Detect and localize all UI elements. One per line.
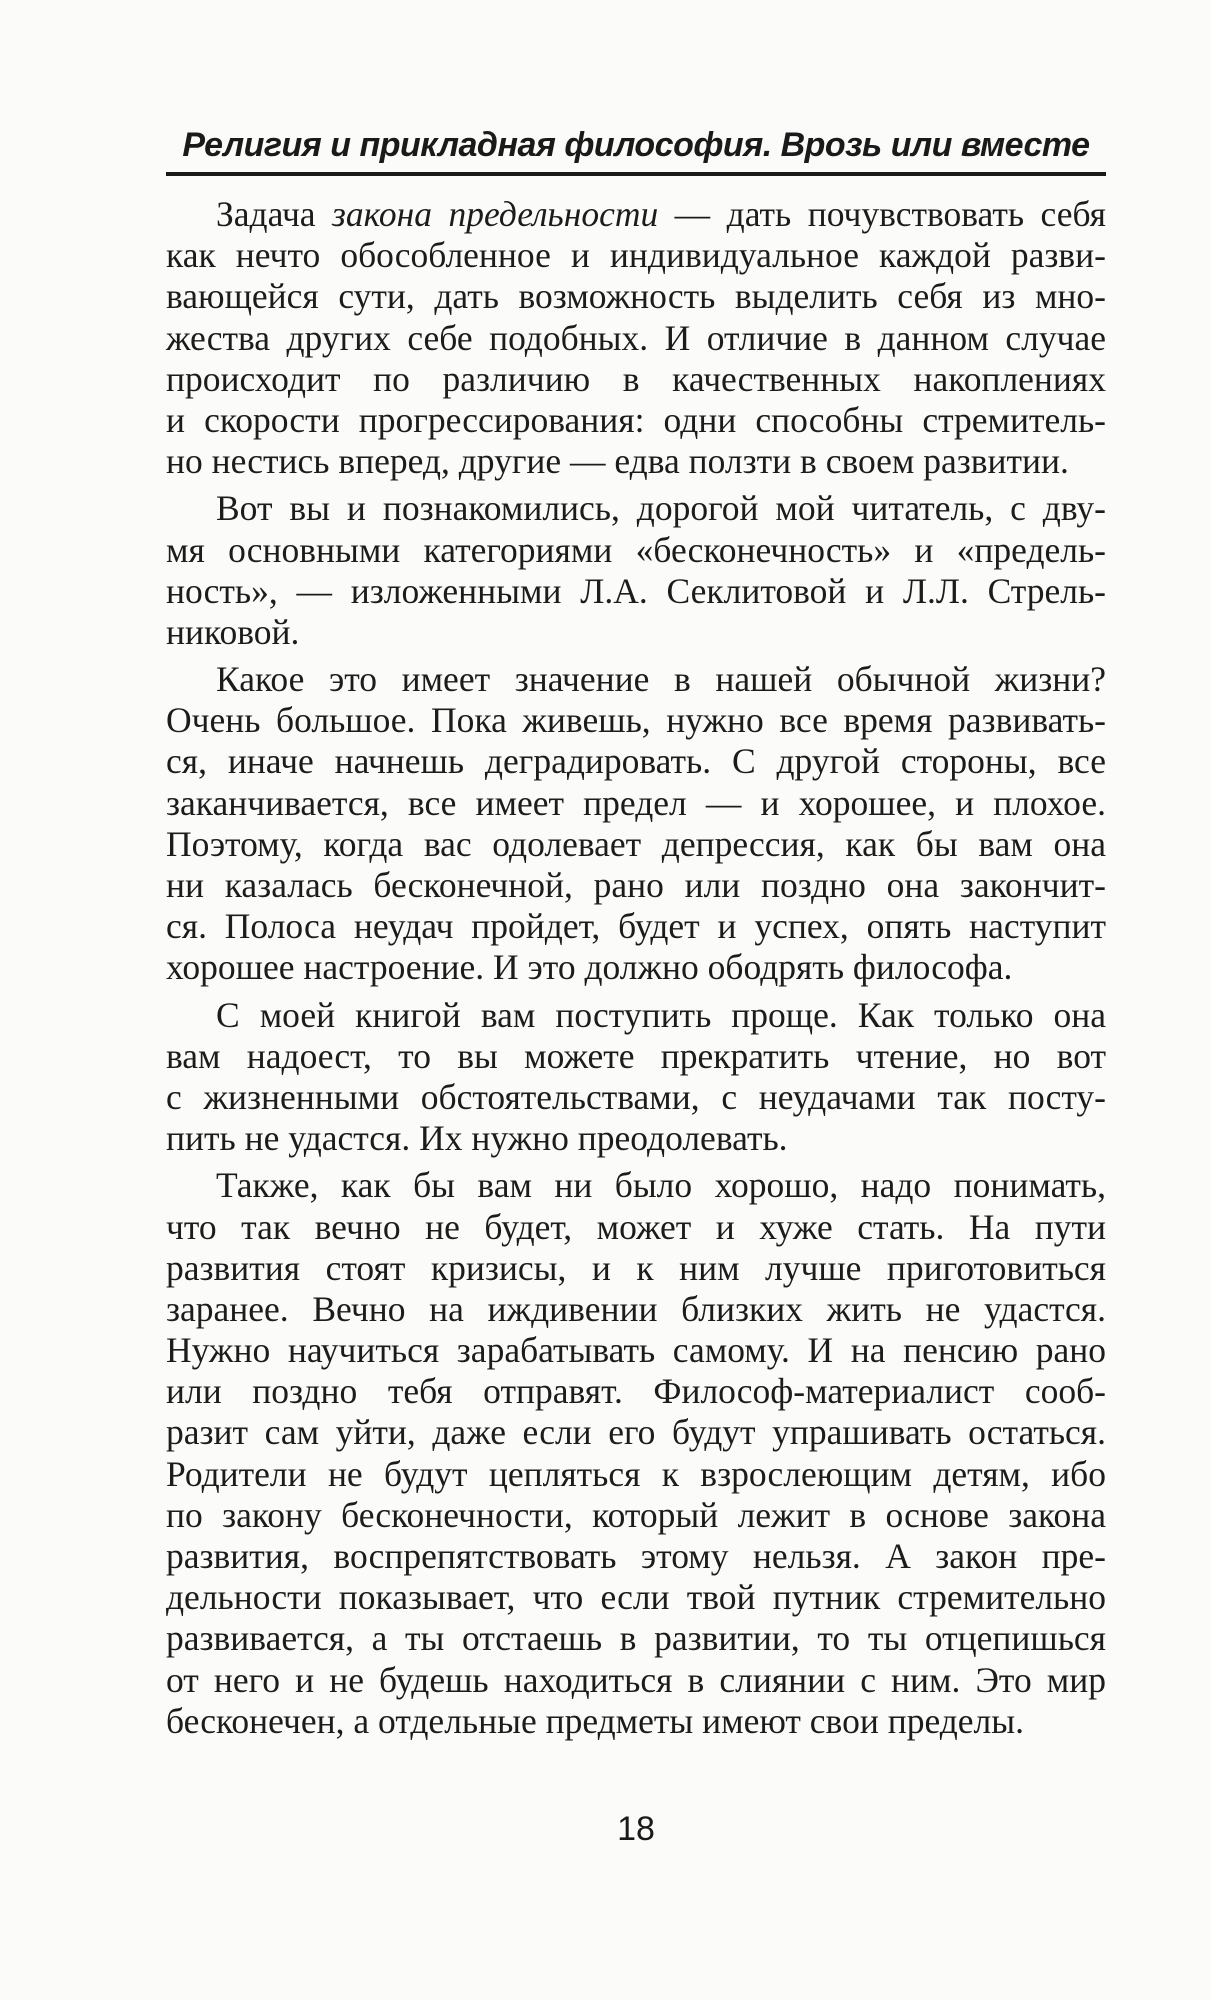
text-line: ся, иначе начнешь деградировать. С другой стороны, все (166, 741, 1106, 782)
text-line: Также, как бы вам ни было хорошо, надо понимать, (216, 1165, 1106, 1206)
text-line: Очень большое. Пока живешь, нужно все время развивать- (166, 700, 1106, 741)
text-line: Задача закона предельности — дать почувствовать себя (216, 194, 1106, 234)
text-line: как нечто обособленное и индивидуальное каждой разви- (166, 235, 1106, 276)
text-line: ность», — изложенными Л.А. Секлитовой и Л.Л. Стрель- (166, 570, 1106, 611)
text-line: жества других себе подобных. И отличие в данном случае (166, 317, 1106, 358)
text-line: Нужно научиться зарабатывать самому. И на пенсию рано (166, 1330, 1106, 1371)
text-line: бесконечен, а отдельные предметы имеют свои пределы. (166, 1700, 1024, 1741)
text-line: и скорости прогрессирования: одни способны стремитель- (166, 399, 1106, 440)
text-line: Поэтому, когда вас одолевает депрессия, как бы вам она (166, 823, 1106, 864)
paragraph (166, 194, 1106, 482)
text-line: вающейся сути, дать возможность выделить себя из мно- (166, 276, 1106, 317)
text-line: или поздно тебя отправят. Философ-материалист сооб- (166, 1371, 1106, 1412)
text-line: но нестись вперед, другие — едва ползти в своем развитии. (166, 441, 1069, 482)
text-line: что так вечно не будет, может и хуже стать. На пути (166, 1206, 1106, 1247)
text-line: пить не удастся. Их нужно преодолевать. (166, 1118, 788, 1159)
text-line: Вот вы и познакомились, дорогой мой читатель, с дву- (216, 488, 1106, 529)
running-head: Религия и прикладная философия. Врозь или вместе (182, 126, 1090, 164)
page-number: 18 (617, 1810, 655, 1848)
text-line: заканчивается, все имеет предел — и хорошее, и плохое. (166, 782, 1106, 823)
text-line: происходит по различию в качественных накоплениях (166, 358, 1106, 399)
paragraph (166, 1165, 1106, 1742)
text-line: развития стоят кризисы, и к ним лучше приготовиться (166, 1247, 1106, 1288)
text-line: Родители не будут цепляться к взрослеющим детям, ибо (166, 1453, 1106, 1494)
text-line: С моей книгой вам поступить проще. Как только она (216, 994, 1106, 1035)
paragraph (166, 488, 1106, 653)
text-line: ся. Полоса неудач пройдет, будет и успех, опять наступит (166, 906, 1106, 947)
text-line: с жизненными обстоятельствами, с неудачами так посту- (166, 1076, 1106, 1117)
text-line: от него и не будешь находиться в слиянии с ним. Это мир (166, 1659, 1106, 1700)
text-line: развивается, а ты отстаешь в развитии, то ты отцепишься (166, 1618, 1106, 1659)
text-line: мя основными категориями «бесконечность» и «предель- (166, 529, 1106, 570)
paragraph (166, 995, 1106, 1160)
header-rule (166, 172, 1106, 176)
emphasis: закона предельности (332, 194, 659, 234)
text-line: ни казалась бесконечной, рано или поздно она закончит- (166, 865, 1106, 905)
text-line: Какое это имеет значение в нашей обычной жизни? (216, 659, 1106, 700)
body-text (166, 194, 1106, 1748)
text-line: по закону бесконечности, который лежит в основе закона (166, 1494, 1106, 1535)
text-line: вам надоест, то вы можете прекратить чтение, но вот (166, 1035, 1106, 1076)
text-line: разит сам уйти, даже если его будут упрашивать остаться. (166, 1412, 1106, 1453)
paragraph (166, 659, 1106, 989)
text-line: развития, воспрепятствовать этому нельзя. А закон пре- (166, 1536, 1106, 1576)
text-line: дельности показывает, что если твой путник стремительно (166, 1577, 1106, 1618)
text-line: никовой. (166, 611, 300, 652)
text-line: хорошее настроение. И это должно ободрять философа. (166, 947, 1013, 988)
text-line: заранее. Вечно на иждивении близких жить не удастся. (166, 1288, 1106, 1329)
